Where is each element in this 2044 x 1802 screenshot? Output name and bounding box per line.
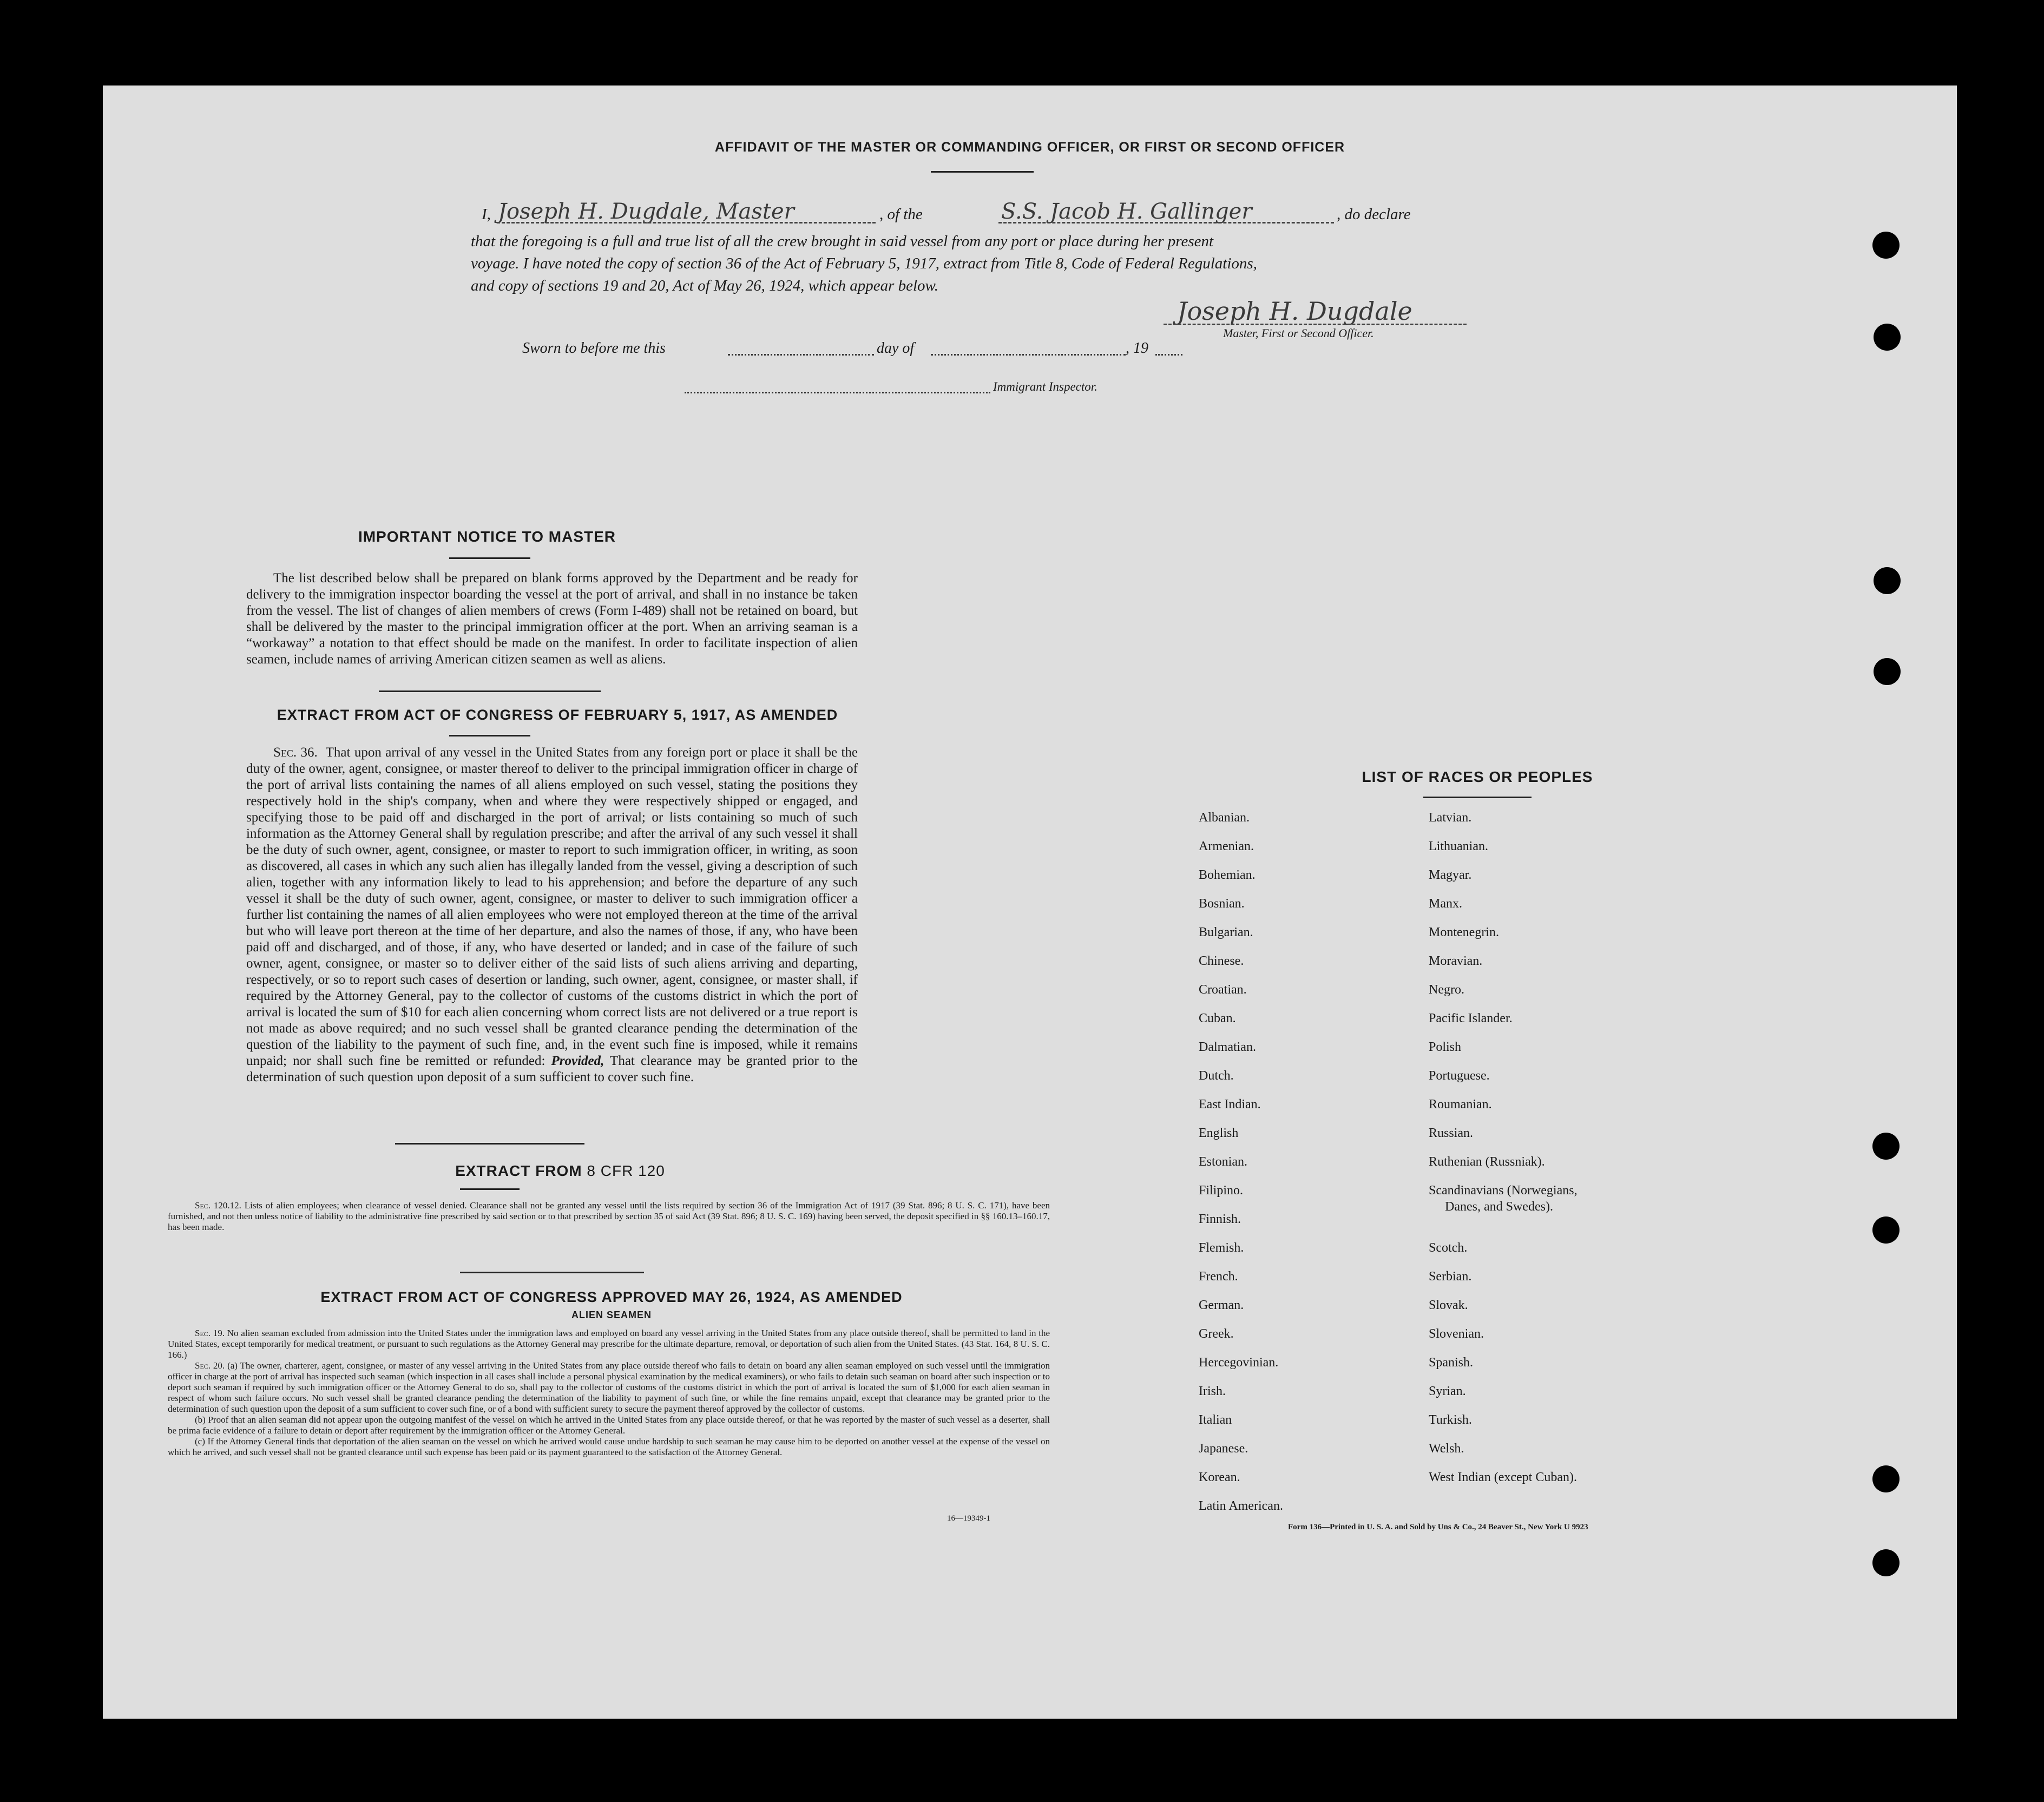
race-item: Greek.: [1199, 1327, 1234, 1341]
race-item: Latin American.: [1199, 1499, 1283, 1513]
vessel-blank: [998, 222, 1334, 223]
sworn-date-blank: [728, 354, 874, 356]
notice-title: IMPORTANT NOTICE TO MASTER: [358, 528, 616, 545]
race-item: Dutch.: [1199, 1069, 1234, 1083]
binder-hole: [1872, 1549, 1900, 1576]
sec-20a-text: (a) The owner, charterer, agent, consignee, or master of any vessel arriving in the United States from any place outside thereof who fails to detain on board any alien seaman employed on such vessel until the immigration officer in charge at the port of arrival has inspected such seaman (which inspection in all cases shall include a personal physical examination by the medical examiners), or who fails to detain such seaman on board after such inspection or to deport such seaman if required by such immigration officer or the Attorney General to do so, shall pay to the collector of customs of the customs district in which the port of arrival is located the sum of $1,000 for each alien seaman in respect of whom such failure occurs. No such vessel shall be granted clearance pending the determination of the liability to payment of such fine, or while the fine remains unpaid, except that clearance may be granted prior to the determination of such question upon the deposit of a sum sufficient to cover such fine, or of a bond with sufficient surety to secure the payment thereof approved by the collector of customs.: [168, 1360, 1050, 1414]
race-item: Italian: [1199, 1413, 1232, 1427]
affidavit-line-3: voyage. I have noted the copy of section 36 of the Act of February 5, 1917, extract from Title 8, Code of Federal Regulations,: [471, 255, 1257, 272]
race-item: Flemish.: [1199, 1241, 1244, 1255]
provided-text: Provided,: [551, 1054, 604, 1068]
races-divider: [1423, 797, 1532, 798]
printer-imprint: Form 136—Printed in U. S. A. and Sold by Uns & Co., 24 Beaver St., New York U 9923: [1288, 1523, 1588, 1531]
race-item: Lithuanian.: [1429, 839, 1488, 853]
race-item: Serbian.: [1429, 1270, 1472, 1284]
race-item: Slovenian.: [1429, 1327, 1484, 1341]
race-item-continuation: Danes, and Swedes).: [1445, 1200, 1553, 1214]
race-item: Manx.: [1429, 897, 1462, 911]
extract-cfr-title: [265, 1162, 855, 1180]
sec-36-label: Sec. 36.: [273, 745, 318, 760]
form-code: 16—19349-1: [947, 1514, 990, 1523]
sworn-day-of: day of: [877, 340, 915, 357]
race-item: Japanese.: [1199, 1442, 1248, 1456]
cfr-title-rest: 8 CFR 120: [587, 1162, 665, 1179]
race-item: Latvian.: [1429, 811, 1472, 825]
cfr-title-bold: EXTRACT FROM: [455, 1162, 582, 1179]
sec-19-label: Sec. 19.: [195, 1328, 225, 1338]
sec-120-text: Lists of alien employees; when clearance of vessel denied. Clearance shall not be granted any vessel until the lists required by section 36 of the Immigration Act of 1917 (39 Stat. 896; 8 U. S. C. 171), have been furnished, and not then unless notice of liability to the administrative fine prescribed by said section or to that prescribed by section 35 of said Act (39 Stat. 896; 8 U. S. C. 169) having been served, the deposit specified in §§ 160.13–160.17, has been made.: [168, 1200, 1050, 1232]
race-item: Montenegrin.: [1429, 925, 1499, 939]
notice-bottom-rule: [379, 690, 601, 692]
race-item: Korean.: [1199, 1470, 1240, 1484]
master-name-handwritten: Joseph H. Dugdale, Master: [498, 199, 794, 224]
sworn-year: , 19: [1126, 340, 1148, 357]
races-left-column: [1199, 811, 1404, 1513]
sworn-line: [522, 340, 1199, 361]
name-blank: [497, 222, 876, 223]
sworn-year-blank: [1155, 354, 1182, 356]
binder-hole: [1872, 1133, 1900, 1160]
race-item: Spanish.: [1429, 1356, 1474, 1370]
sec-36-text-end: That clearance may be granted prior to the determination of such question upon deposit of a sum sufficient to cover such fine.: [246, 1054, 858, 1084]
race-item: West Indian (except Cuban).: [1429, 1470, 1577, 1484]
race-item: Armenian.: [1199, 839, 1254, 853]
signature-caption: Master, First or Second Officer.: [1223, 326, 1374, 340]
extract-1924-subtitle: ALIEN SEAMEN: [571, 1310, 652, 1320]
race-item: Irish.: [1199, 1384, 1226, 1398]
race-item: Slovak.: [1429, 1298, 1468, 1312]
sec-19-text: No alien seaman excluded from admission into the United States under the immigration laws and employed on board any vessel arriving in the United States from any place outside thereof, shall be permitted to land in the United States, except temporarily for medical treatment, or pursuant to such regulations as the Attorney General may prescribe for the ultimate departure, removal, or deportation of such alien from the United States. (43 Stat. 164, 8 U. S. C. 166.): [168, 1328, 1050, 1360]
binder-hole: [1874, 658, 1901, 685]
race-item: French.: [1199, 1270, 1238, 1284]
race-item: English: [1199, 1126, 1239, 1140]
affidavit-line-1: [482, 199, 1591, 226]
race-item: Croatian.: [1199, 983, 1247, 997]
race-item: Dalmatian.: [1199, 1040, 1256, 1054]
extract-1917-body: [246, 745, 858, 1086]
vessel-name-handwritten: S.S. Jacob H. Gallinger: [1001, 199, 1252, 224]
race-item: Magyar.: [1429, 868, 1472, 882]
race-item: Pacific Islander.: [1429, 1011, 1513, 1025]
sec-120-label: Sec. 120.12.: [195, 1200, 241, 1211]
notice-divider: [449, 557, 530, 559]
race-item: Bosnian.: [1199, 897, 1245, 911]
notice-body: The list described below shall be prepared on blank forms approved by the Department and be ready for delivery to the immigration inspector boarding the vessel at the port of arrival, and shall in no instance be taken from the vessel. The list of changes of alien members of crews (Form I-489) shall not be retained on board, but shall be delivered by the master to the principal immigration officer at the port. When an arriving seaman is a “workaway” a notation to that effect should be made on the manifest. In order to facilitate inspection of alien seamen, include names of arriving American citizen seamen as well as aliens.: [246, 571, 858, 667]
race-item: German.: [1199, 1298, 1244, 1312]
sec-20b-text: (b) Proof that an alien seaman did not appear upon the outgoing manifest of the vessel on which he arrived in the United States from any place outside thereof, or that he was reported by the master of such vessel as a deserter, shall be prima facie evidence of a failure to detain or deport after requirement by the immigration officer or the Attorney General.: [168, 1415, 1050, 1436]
inspector-blank: [685, 392, 990, 393]
extract-1917-bottom-rule: [395, 1143, 584, 1145]
race-item: Hercegovinian.: [1199, 1356, 1279, 1370]
race-item: Syrian.: [1429, 1384, 1466, 1398]
affidavit-do-declare: , do declare: [1337, 206, 1411, 223]
affidavit-of-the: , of the: [879, 206, 923, 223]
race-item: Moravian.: [1429, 954, 1483, 968]
race-item: Finnish.: [1199, 1212, 1241, 1226]
race-item: Albanian.: [1199, 811, 1250, 825]
sworn-month-blank: [931, 354, 1126, 356]
race-item: Welsh.: [1429, 1442, 1464, 1456]
race-item: Polish: [1429, 1040, 1462, 1054]
race-item: Russian.: [1429, 1126, 1474, 1140]
extract-1924-title: EXTRACT FROM ACT OF CONGRESS APPROVED MAY 26, 1924, AS AMENDED: [320, 1289, 903, 1305]
extract-1917-title: EXTRACT FROM ACT OF CONGRESS OF FEBRUARY 5, 1917, AS AMENDED: [277, 707, 838, 723]
race-item: Bohemian.: [1199, 868, 1256, 882]
races-title: LIST OF RACES OR PEOPLES: [1362, 768, 1593, 785]
binder-hole: [1872, 1216, 1900, 1244]
inspector-caption: Immigrant Inspector.: [993, 380, 1097, 393]
binder-hole: [1874, 567, 1901, 594]
extract-1924-body: [168, 1328, 1050, 1458]
race-item: Scotch.: [1429, 1241, 1468, 1255]
sec-20-label: Sec. 20.: [195, 1360, 225, 1371]
race-item: East Indian.: [1199, 1097, 1261, 1112]
extract-cfr-body: [168, 1200, 1050, 1233]
binder-hole: [1872, 1465, 1900, 1492]
affidavit-line-4: and copy of sections 19 and 20, Act of May 26, 1924, which appear below.: [471, 277, 938, 294]
extract-cfr-divider: [460, 1188, 520, 1190]
sworn-prefix: Sworn to before me this: [522, 340, 666, 357]
affidavit-pre-name: I,: [482, 206, 491, 223]
race-item: Filipino.: [1199, 1183, 1244, 1198]
race-item: Estonian.: [1199, 1155, 1247, 1169]
sec-20c-text: (c) If the Attorney General finds that deportation of the alien seaman on the vessel on which he arrived would cause undue hardship to such seaman he may cause him to be deported on another vessel at the expense of the vessel on which he arrived, and such vessel shall not be granted clearance until such expense has been paid or its payment guaranteed to the satisfaction of the Attorney General.: [168, 1436, 1050, 1457]
affidavit-title: AFFIDAVIT OF THE MASTER OR COMMANDING OFFICER, OR FIRST OR SECOND OFFICER: [714, 140, 1345, 155]
affidavit-line-2: that the foregoing is a full and true list of all the crew brought in said vessel from any port or place during her present: [471, 233, 1214, 250]
race-item: Scandinavians (Norwegians,: [1429, 1183, 1578, 1198]
title-divider: [931, 171, 1034, 173]
race-item: Portuguese.: [1429, 1069, 1490, 1083]
signature-line: [1164, 324, 1467, 325]
extract-1917-divider: [449, 735, 530, 736]
binder-hole: [1874, 324, 1901, 351]
race-item: Negro.: [1429, 983, 1464, 997]
race-item: Cuban.: [1199, 1011, 1236, 1025]
races-right-column: [1429, 811, 1753, 1509]
binder-hole: [1872, 232, 1900, 259]
race-item: Chinese.: [1199, 954, 1244, 968]
race-item: Roumanian.: [1429, 1097, 1492, 1112]
sec-36-text: That upon arrival of any vessel in the United States from any foreign port or place it shall be the duty of the owner, agent, consignee, or master thereof to deliver to the principal immigration officer in charge of the port of arrival lists containing the names of all aliens employed on such vessel, stating the positions they respectively hold in the ship's company, when and where they were respectively shipped or engaged, and specifying those to be paid off and discharged in the port of arrival; or lists containing so much of such information as the Attorney General shall by regulation prescribe; and after the arrival of any such vessel it shall be the duty of such owner, agent, consignee, or master to report to such immigration officer, in writing, as soon as discovered, all cases in which any such alien has illegally landed from the vessel, giving a description of such alien, together with any information likely to lead to his apprehension; and before the departure of any such vessel it shall be the duty of such owner, agent, consignee, or master to deliver to such immigration officer a further list containing the names of all alien employees who were not employed thereon at the time of the arrival but who will leave port thereon at the time of her departure, and also the names of those, if any, who have been paid off and discharged, and of those, if any, who have deserted or landed; and in case of the failure of such owner, agent, consignee, or master so to deliver either of the said lists of such aliens arriving and departing, respectively, or so to report such cases of desertion or landing, such owner, agent, consignee, or master shall, if required by the Attorney General, pay to the collector of customs of the customs district in which the port of arrival is located the sum of $10 for each alien concerning whom correct lists are not delivered or a true report is not made as above required; and no such vessel shall be granted clearance pending the determination of the question of the liability to the payment of such fine, and, in the event such fine is imposed, while it remains unpaid; nor shall such fine be remitted or refunded:: [246, 745, 858, 1068]
master-signature: Joseph H. Dugdale: [1177, 297, 1412, 326]
race-item: Ruthenian (Russniak).: [1429, 1155, 1545, 1169]
extract-cfr-bottom-rule: [460, 1272, 644, 1273]
race-item: Bulgarian.: [1199, 925, 1253, 939]
document-page: [103, 86, 1957, 1719]
race-item: Turkish.: [1429, 1413, 1472, 1427]
